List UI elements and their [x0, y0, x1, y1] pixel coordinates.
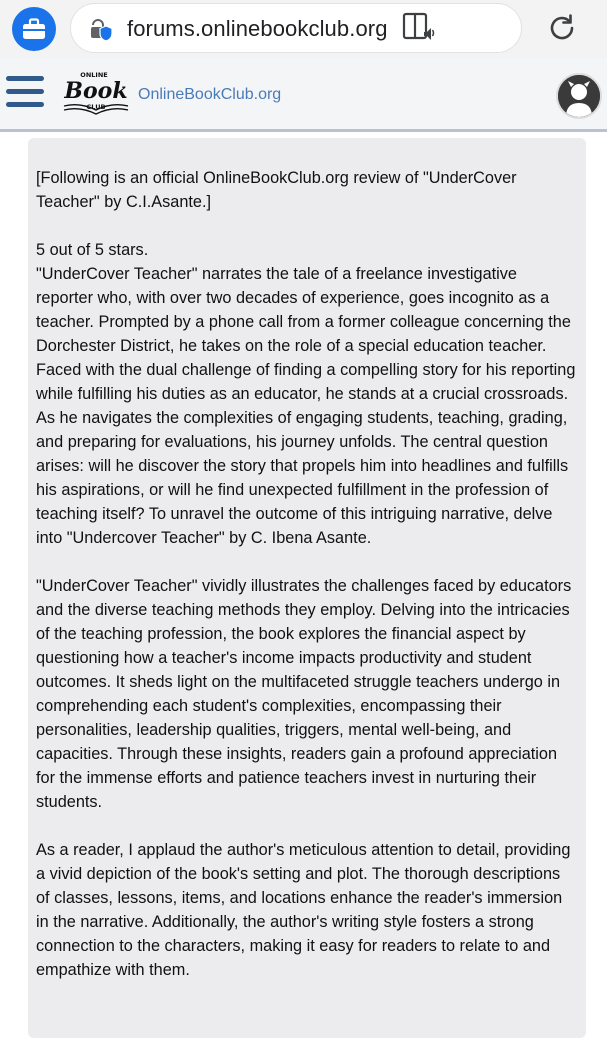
reader-mode-icon[interactable]: [402, 11, 436, 43]
tabs-button[interactable]: [12, 7, 56, 51]
browser-toolbar: [0, 0, 607, 58]
site-logo[interactable]: [58, 68, 134, 118]
site-name-link[interactable]: OnlineBookClub.org: [138, 86, 282, 103]
review-paragraph: "UnderCover Teacher" narrates the tale of a freelance investigative reporter who, with over two decades of experience, goes incognito as a teacher. Prompted by a phone call from a former colleague concerning the Dorchester District, he takes on the role of a special education teacher. Faced with the dual challenge of finding a compelling story for his reporting while fulfilling his duties as an educator, he stands at a crucial crossroads. As he navigates the complexities of engaging students, teaching, grading, and preparing for evaluations, his journey unfolds. The central question arises: will he discover the story that propels him into headlines and fulfills his aspirations, or will he find unexpected fulfillment in the profession of teaching itself? To unravel the outcome of this intriguing narrative, delve into "Undercover Teacher" by C. Ibena Asante.: [36, 265, 576, 547]
hamburger-menu-icon[interactable]: [6, 76, 44, 110]
user-avatar-icon[interactable]: [556, 73, 602, 119]
svg-text:Book: Book: [64, 78, 128, 104]
review-paragraph: As a reader, I applaud the author's meticulous attention to detail, providing a vivid depiction of the book's setting and plot. The thorough descriptions of classes, lessons, items, and locations enhance the reader's immersion in the narrative. Additionally, the author's writing style fosters a strong connection to the characters, making it easy for readers to relate to and empathize with them.: [36, 841, 571, 979]
review-post-body: [36, 166, 576, 1006]
reload-icon[interactable]: [546, 12, 578, 44]
review-intro: [Following is an official OnlineBookClub.org review of "UnderCover Teacher" by C.I.Asante.]: [36, 169, 517, 211]
svg-text:ONLINE: ONLINE: [80, 71, 108, 79]
svg-text:CLUB: CLUB: [86, 103, 106, 111]
review-paragraph: "UnderCover Teacher" vividly illustrates the challenges faced by educators and the diverse teaching methods they employ. Delving into the intricacies of the teaching profession, the book explores the financial aspect by questioning how a teacher's income impacts productivity and student outcomes. It sheds light on the multifaceted struggle teachers undergo in comprehending each student's complexities, encompassing their personalities, leadership qualities, triggers, mental well-being, and capacities. Through these insights, readers gain a profound appreciation for the immense efforts and patience teachers invest in nurturing their students.: [36, 577, 572, 811]
address-bar[interactable]: [70, 3, 522, 53]
site-header: [0, 58, 607, 132]
shield-lock-icon[interactable]: [89, 16, 117, 42]
url-text[interactable]: forums.onlinebookclub.org: [127, 16, 388, 41]
briefcase-icon: [22, 18, 46, 40]
review-rating: 5 out of 5 stars.: [36, 241, 149, 259]
